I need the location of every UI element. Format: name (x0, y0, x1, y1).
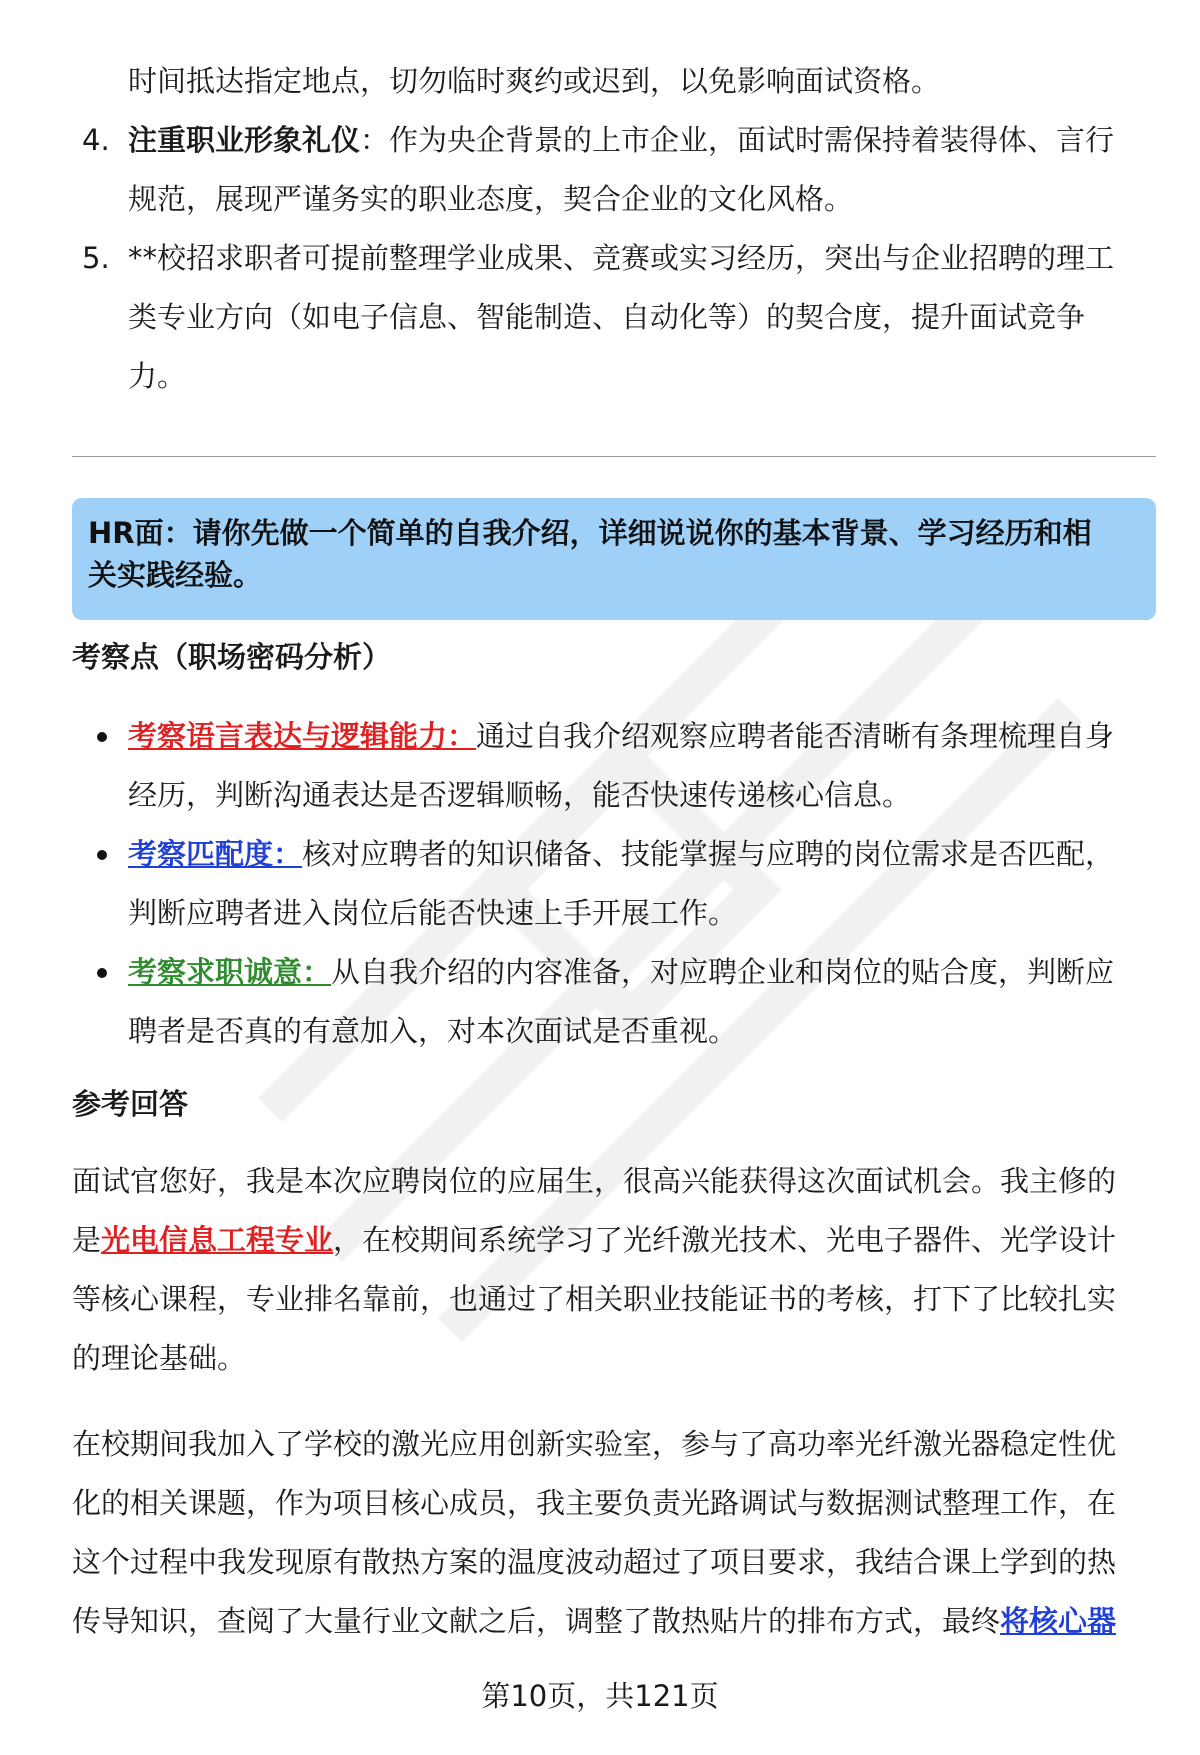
page-number: 第10页，共121页 (481, 1679, 719, 1713)
question-box (72, 498, 1156, 620)
bullet-3-text: 从自我介绍的内容准备，对应聘企业和岗位的贴合度，判断应 (331, 955, 1115, 989)
answer-p2-line3: 这个过程中我发现原有散热方案的温度波动超过了项目要求，我结合课上学到的热 (72, 1545, 1117, 1579)
question-line-1: HR面：请你先做一个简单的自我介绍，详细说说你的基本背景、学习经历和相 (88, 516, 1092, 550)
list-item-5-line3: 力。 (128, 359, 187, 393)
question-line-2: 关实践经验。 (88, 558, 263, 592)
bullet-2-line2: 判断应聘者进入岗位后能否快速上手开展工作。 (128, 896, 738, 930)
answer-p2-line4-text: 传导知识，查阅了大量行业文献之后，调整了散热贴片的排布方式，最终 (72, 1604, 1001, 1638)
analysis-heading: 考察点（职场密码分析） (72, 640, 392, 674)
bullet-2-text: 核对应聘者的知识储备、技能掌握与应聘的岗位需求是否匹配， (302, 837, 1115, 871)
bullet-1-text: 通过自我介绍观察应聘者能否清晰有条理梳理自身 (476, 719, 1115, 753)
bullet-1-line1 (128, 707, 1148, 766)
list-item-4-title: 注重职业形象礼仪 (128, 123, 361, 157)
bullet-3-line1 (128, 943, 1148, 1002)
section-divider (72, 456, 1156, 457)
bullet-1-line2: 经历，判断沟通表达是否逻辑顺畅，能否快速传递核心信息。 (128, 778, 912, 812)
bullet-3-line2: 聘者是否真的有意加入，对本次面试是否重视。 (128, 1014, 738, 1048)
answer-p2-line2: 化的相关课题，作为项目核心成员，我主要负责光路调试与数据测试整理工作，在 (72, 1486, 1117, 1520)
major-highlight: 光电信息工程专业 (101, 1223, 334, 1257)
list-item-4-text: ：作为央企背景的上市企业，面试时需保持着装得体、言行 (360, 123, 1115, 157)
list-item-5-line2: 类专业方向（如电子信息、智能制造、自动化等）的契合度，提升面试竞争 (128, 300, 1086, 334)
bullet-3-key: 考察求职诚意： (128, 955, 332, 989)
answer-p2-line4 (72, 1592, 1156, 1651)
list-item-4-line2: 规范，展现严谨务实的职业态度，契合企业的文化风格。 (128, 182, 854, 216)
bullet-2-key: 考察匹配度： (128, 837, 303, 871)
bullet-2-line1 (128, 825, 1148, 884)
answer-p1-line3: 等核心课程，专业排名靠前，也通过了相关职业技能证书的考核，打下了比较扎实 (72, 1282, 1117, 1316)
answer-p1-line2 (72, 1211, 1156, 1270)
bullet-dot (97, 968, 107, 978)
bullet-1-key: 考察语言表达与逻辑能力： (128, 719, 477, 753)
list-continuation: 时间抵达指定地点，切勿临时爽约或迟到，以免影响面试资格。 (128, 64, 941, 98)
list-item-5-line1: **校招求职者可提前整理学业成果、竞赛或实习经历，突出与企业招聘的理工 (128, 241, 1115, 275)
answer-p1-line4: 的理论基础。 (72, 1341, 247, 1375)
answer-heading: 参考回答 (72, 1087, 189, 1121)
result-highlight: 将核心器 (1000, 1604, 1117, 1638)
list-item-4-line1 (128, 111, 1148, 170)
list-item-5-number: 5. (82, 241, 110, 275)
answer-p1-line2-text: ，在校期间系统学习了光纤激光技术、光电子器件、光学设计 (333, 1223, 1117, 1257)
list-item-4-number: 4. (82, 123, 110, 157)
answer-p1-line1: 面试官您好，我是本次应聘岗位的应届生，很高兴能获得这次面试机会。我主修的 (72, 1164, 1117, 1198)
bullet-dot (97, 732, 107, 742)
answer-p1-prefix: 是 (72, 1223, 102, 1257)
bullet-dot (97, 850, 107, 860)
question-text (88, 512, 1138, 596)
answer-p2-line1: 在校期间我加入了学校的激光应用创新实验室，参与了高功率光纤激光器稳定性优 (72, 1427, 1117, 1461)
